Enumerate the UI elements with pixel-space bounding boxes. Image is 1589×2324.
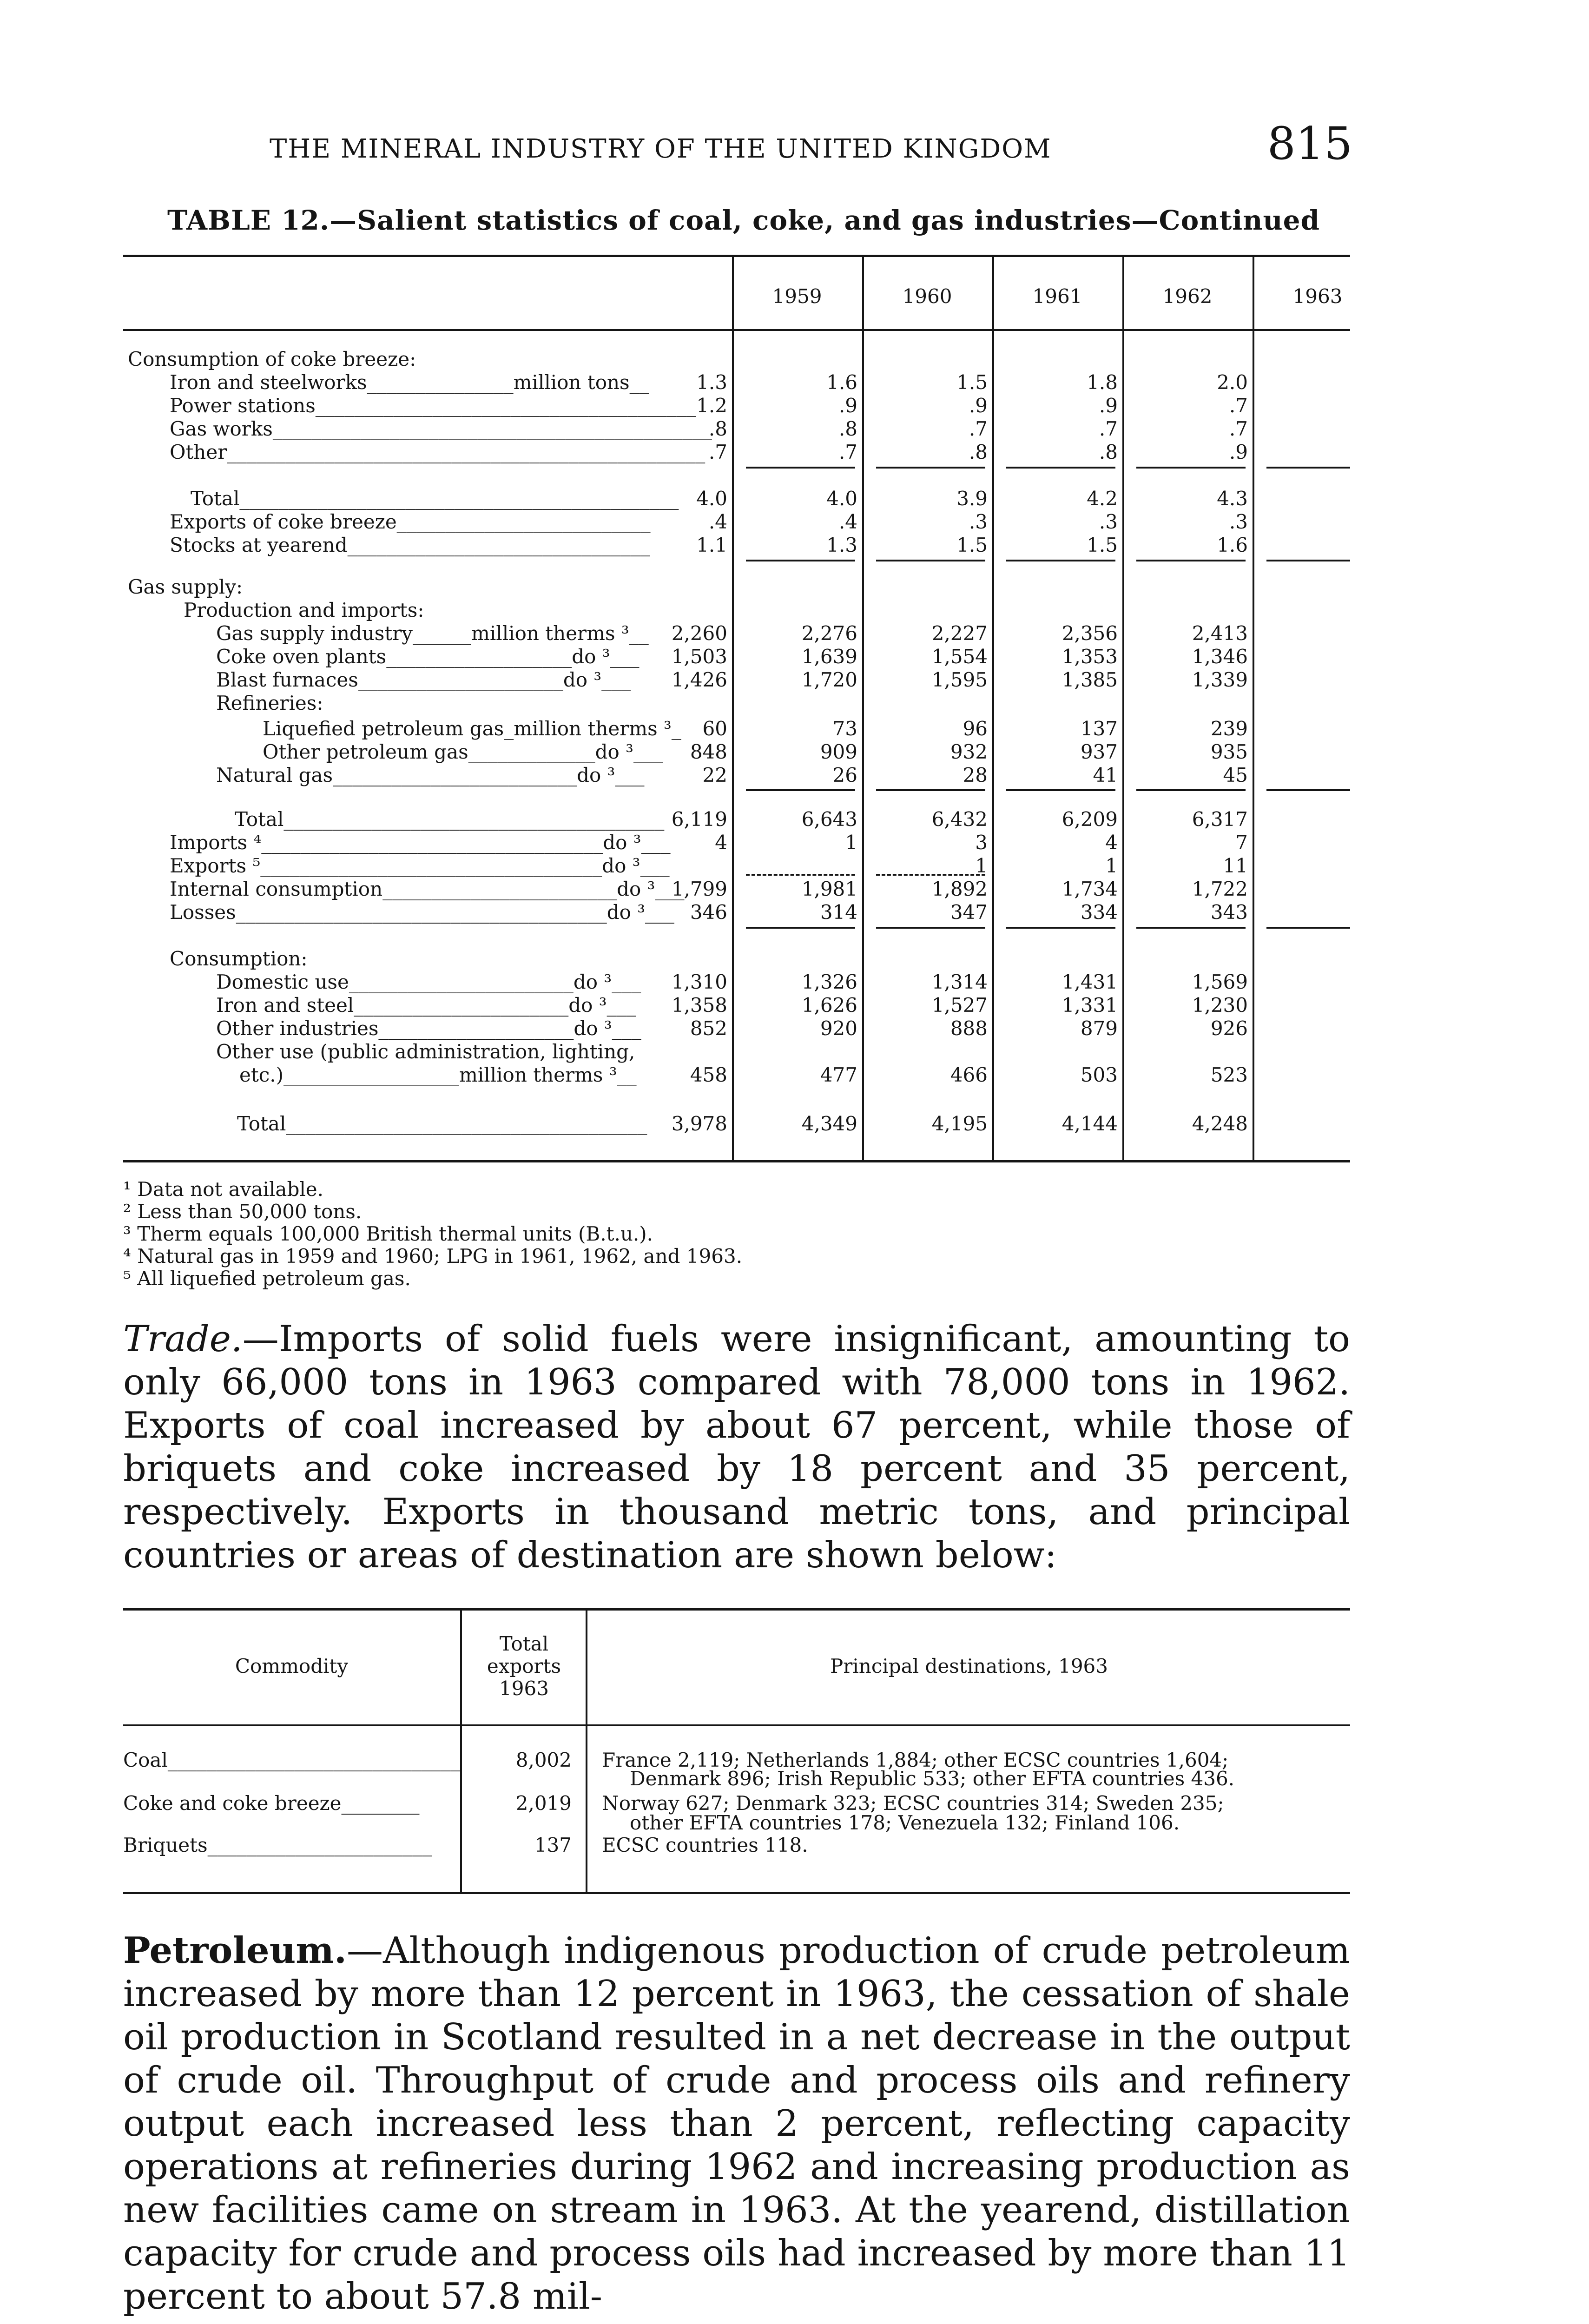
year-header-1962: 1962	[1162, 285, 1213, 308]
destinations-header: Principal destinations, 1963	[830, 1655, 1108, 1677]
year-header-1960: 1960	[902, 285, 952, 308]
year-header-1963: 1963	[1292, 285, 1343, 308]
table-row: Total_______________________________________ 6,119 6,643 6,432 6,209 6,317	[235, 808, 1248, 831]
destinations-cell: France 2,119; Netherlands 1,884; other ECSC countries 1,604;	[602, 1749, 1229, 1771]
destinations-cell: Norway 627; Denmark 323; ECSC countries 314; Sweden 235;	[602, 1792, 1224, 1815]
table-row: Exports of coke breeze__________________________ .4 .4 .3 .3 .3	[170, 510, 1248, 533]
trade-paragraph	[123, 1318, 1350, 1577]
petroleum-paragraph	[123, 1929, 1350, 2318]
page-number: 815	[1267, 118, 1352, 170]
table-row: Liquefied petroleum gas_million therms ³_ 60 73 96 137 239	[263, 717, 1248, 740]
year-header-1961: 1961	[1032, 285, 1082, 308]
table-row: Blast furnaces_____________________do ³___ 1,426 1,720 1,595 1,385 1,339	[216, 668, 1248, 691]
footnote: ⁴ Natural gas in 1959 and 1960; LPG in 1961, 1962, and 1963.	[123, 1245, 743, 1268]
total-cell: 2,019	[515, 1792, 572, 1815]
table-row: Iron and steelworks_______________million tons__ 1.3 1.6 1.5 1.8 2.0	[170, 371, 1248, 394]
table-row: Other petroleum gas_____________do ³___ 848 909 932 937 935	[263, 740, 1248, 763]
table-caption: TABLE 12.—Salient statistics of coal, coke, and gas industries—Continued	[167, 205, 1320, 236]
subsection-label: Refineries:	[216, 692, 323, 714]
running-header	[270, 119, 1352, 170]
footnotes	[123, 1178, 742, 1290]
table-row: Losses______________________________________do ³___ 346 314 347 334 343	[170, 901, 1248, 924]
commodity-header: Commodity	[235, 1655, 349, 1677]
total-header-2: exports	[487, 1655, 561, 1677]
footnote: ³ Therm equals 100,000 British thermal units (B.t.u.).	[123, 1222, 653, 1245]
table-row: Domestic use_______________________do ³___ 1,310 1,326 1,314 1,431 1,569	[216, 971, 1248, 993]
table-row: Gas works_____________________________________________ .8 .8 .7 .7 .7	[170, 417, 1248, 440]
commodity-cell: Briquets_______________________	[123, 1834, 432, 1856]
table-row-label: Other use (public administration, lighting,	[216, 1040, 635, 1063]
total-cell: 137	[534, 1834, 572, 1856]
commodity-cell: Coke and coke breeze________	[123, 1792, 420, 1815]
table-row: Stocks at yearend_______________________________ 1.1 1.3 1.5 1.5 1.6	[170, 534, 1248, 556]
table-row: Power stations_______________________________________ 1.2 .9 .9 .9 .7	[170, 394, 1248, 417]
commodity-cell: Coal______________________________	[123, 1749, 461, 1771]
table-row: Internal consumption________________________do ³___ 1,799 1,981 1,892 1,734 1,722	[170, 878, 1248, 900]
table-row: Imports ⁴___________________________________do ³___ 4 1 3 4 7	[170, 831, 1248, 854]
footnote: ² Less than 50,000 tons.	[123, 1200, 362, 1223]
exports-table	[123, 1608, 1350, 1896]
footnote: ¹ Data not available.	[123, 1178, 323, 1201]
table-row: Iron and steel______________________do ³___ 1,358 1,626 1,527 1,331 1,230	[216, 994, 1248, 1017]
table-row: etc.)__________________million therms ³__ 458 477 466 503 523	[239, 1063, 1248, 1086]
total-header-3: 1963	[499, 1677, 549, 1700]
subsection-label: Production and imports:	[184, 599, 424, 621]
table-row: Gas supply industry______million therms ³__ 2,260 2,276 2,227 2,356 2,413	[216, 622, 1248, 645]
table-row: Total_____________________________________________ 4.0 4.0 3.9 4.2 4.3	[191, 487, 1248, 510]
trade-heading: Trade.	[123, 1318, 243, 1360]
petroleum-heading: Petroleum.	[123, 1929, 347, 1972]
header-title: THE MINERAL INDUSTRY OF THE UNITED KINGDOM	[270, 134, 1052, 164]
table-row: Coke oven plants___________________do ³___ 1,503 1,639 1,554 1,353 1,346	[216, 645, 1248, 668]
section-label: Consumption of coke breeze:	[128, 348, 416, 370]
section-label: Gas supply:	[128, 575, 243, 598]
total-cell: 8,002	[515, 1749, 572, 1771]
year-header-1959: 1959	[772, 285, 822, 308]
salient-statistics-table	[123, 255, 1350, 1166]
subsection-label: Consumption:	[170, 947, 308, 970]
footnote: ⁵ All liquefied petroleum gas.	[123, 1267, 411, 1290]
petroleum-text: —Although indigenous production of crude petroleum increased by more than 12 percent in 1963, the cessation of shale oil production in Scotland resulted in a net decrease in the output of crude oil. Throughput of crude and process oils and refinery output each increased less than 2 percent, reflecting capacity operations at refineries during 1962 and increasing production as new facilities came on stream in 1963. At the yearend, distillation capacity for crude and process oils had increased by more than 11 percent to about 57.8 mil-	[123, 1930, 1350, 2317]
destinations-cell: Denmark 896; Irish Republic 533; other EFTA countries 436.	[630, 1767, 1235, 1790]
total-header-1: Total	[499, 1632, 549, 1655]
table-row: Total_____________________________________ 3,978 4,349 4,195 4,144 4,248	[237, 1112, 1248, 1135]
table-row: Exports ⁵___________________________________do ³___ 1 1 11	[170, 854, 1248, 877]
table-row: Natural gas_________________________do ³___ 22 26 28 41 45	[216, 764, 1248, 786]
table-row: Other_________________________________________________ .7 .7 .8 .8 .9	[170, 441, 1248, 463]
trade-text: —Imports of solid fuels were insignificant, amounting to only 66,000 tons in 1963 compared with 78,000 tons in 1962. Exports of coal increased by about 67 percent, while those of briquets and coke increased by 18 percent and 35 percent, respectively. Exports in thousand metric tons, and principal countries or areas of destination are shown below:	[123, 1318, 1350, 1576]
destinations-cell: ECSC countries 118.	[602, 1834, 808, 1856]
destinations-cell: other EFTA countries 178; Venezuela 132; Finland 106.	[630, 1811, 1180, 1834]
table-row: Other industries____________________do ³___ 852 920 888 879 926	[216, 1017, 1248, 1040]
